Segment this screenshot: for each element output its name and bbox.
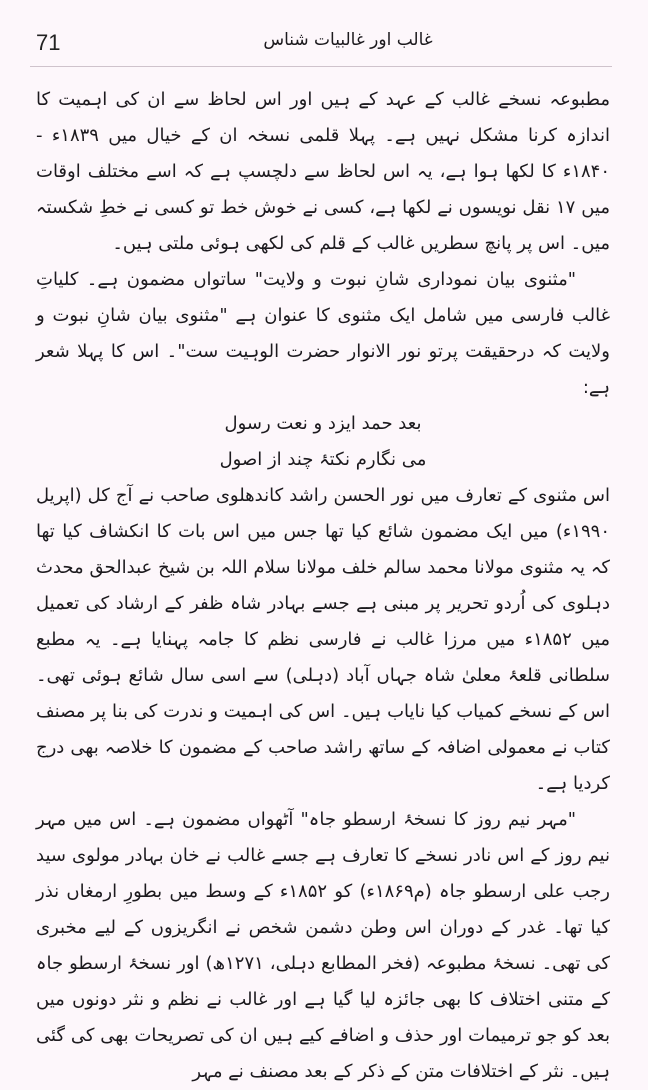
verse-line-2: می نگارم نکتۂ چند از اصول — [219, 449, 427, 470]
header-divider — [30, 66, 612, 67]
page-number: 71 — [36, 30, 61, 55]
paragraph-2: "مثنوی بیان نموداری شانِ نبوت و ولایت" ساتواں مضمون ہے۔ کلیاتِ غالب فارسی میں شامل ایک مثنوی کا عنوان ہے "مثنوی بیان شانِ نبوت و ولایت کہ درحقیقت پرتو نور الانوار حضرت الوہیت ست"۔ اس کا پہلا شعر ہے: — [36, 269, 610, 398]
paragraph-1: مطبوعہ نسخے غالب کے عہد کے ہیں اور اس لحاظ سے ان کی اہمیت کا اندازہ کرنا مشکل نہیں ہے۔ پہلا قلمی نسخہ ان کے خیال میں ۱۸۳۹ء - ۱۸۴۰ء کا لکھا ہوا ہے، یہ اس لحاظ سے دلچسپ ہے کہ اسے مختلف اوقات میں ۱۷ نقل نویسوں نے لکھا ہے، کسی نے خوش خط تو کسی نے خطِ شکستہ میں۔ اس پر پانچ سطریں غالب کے قلم کی لکھی ہوئی ملتی ہیں۔ — [36, 89, 611, 254]
running-title: غالب اور غالبیات شناس — [263, 30, 433, 50]
verse-line-1: بعد حمد ایزد و نعت رسول — [224, 413, 422, 434]
paragraph-4: "مہر نیم روز کا نسخۂ ارسطو جاہ" آٹھواں مضمون ہے۔ اس میں مہر نیم روز کے اس نادر نسخے کا تعارف ہے جسے غالب نے خان بہادر مولوی سید رجب علی ارسطو جاہ (م۱۸۶۹ء) کو ۱۸۵۲ء کے وسط میں بطورِ ارمغاں نذر کیا تھا۔ غدر کے دوران اس وطن دشمن شخص نے انگریزوں کے لیے مخبری کی تھی۔ نسخۂ مطبوعہ (فخر المطابع دہلی، ۱۲۷۱ھ) اور نسخۂ ارسطو جاہ کے متنی اختلاف کا بھی جائزہ لیا گیا ہے اور غالب نے نظم و نثر دونوں میں بعد کو جو ترمیمات اور حذف و اضافے کیے ہیں ان کی تصریحات بھی کی گئی ہیں۔ نثر کے اختلافات متن کے ذکر کے بعد مصنف نے مہر — [36, 809, 610, 1082]
page-body — [36, 82, 610, 1090]
paragraph-3: اس مثنوی کے تعارف میں نور الحسن راشد کاندھلوی صاحب نے آج کل (اپریل ۱۹۹۰ء) میں ایک مضمون شائع کیا تھا جس میں اس بات کا انکشاف کیا تھا کہ یہ مثنوی مولانا محمد سالم خلف مولانا سلام اللہ بن شیخ عبدالحق محدث دہلوی کی اُردو تحریر پر مبنی ہے جسے بہادر شاہ ظفر کے ارشاد کی تعمیل میں ۱۸۵۲ء میں مرزا غالب نے فارسی نظم کا جامہ پہنایا ہے۔ یہ مطبع سلطانی قلعۂ معلیٰ شاہ جہاں آباد (دہلی) سے اسی سال شائع ہوئی تھی۔ اس کے نسخے کمیاب کیا نایاب ہیں۔ اس کی اہمیت و ندرت کی بنا پر مصنف کتاب نے معمولی اضافہ کے ساتھ راشد صاحب کے مضمون کا خلاصہ بھی درج کردیا ہے۔ — [36, 485, 610, 794]
